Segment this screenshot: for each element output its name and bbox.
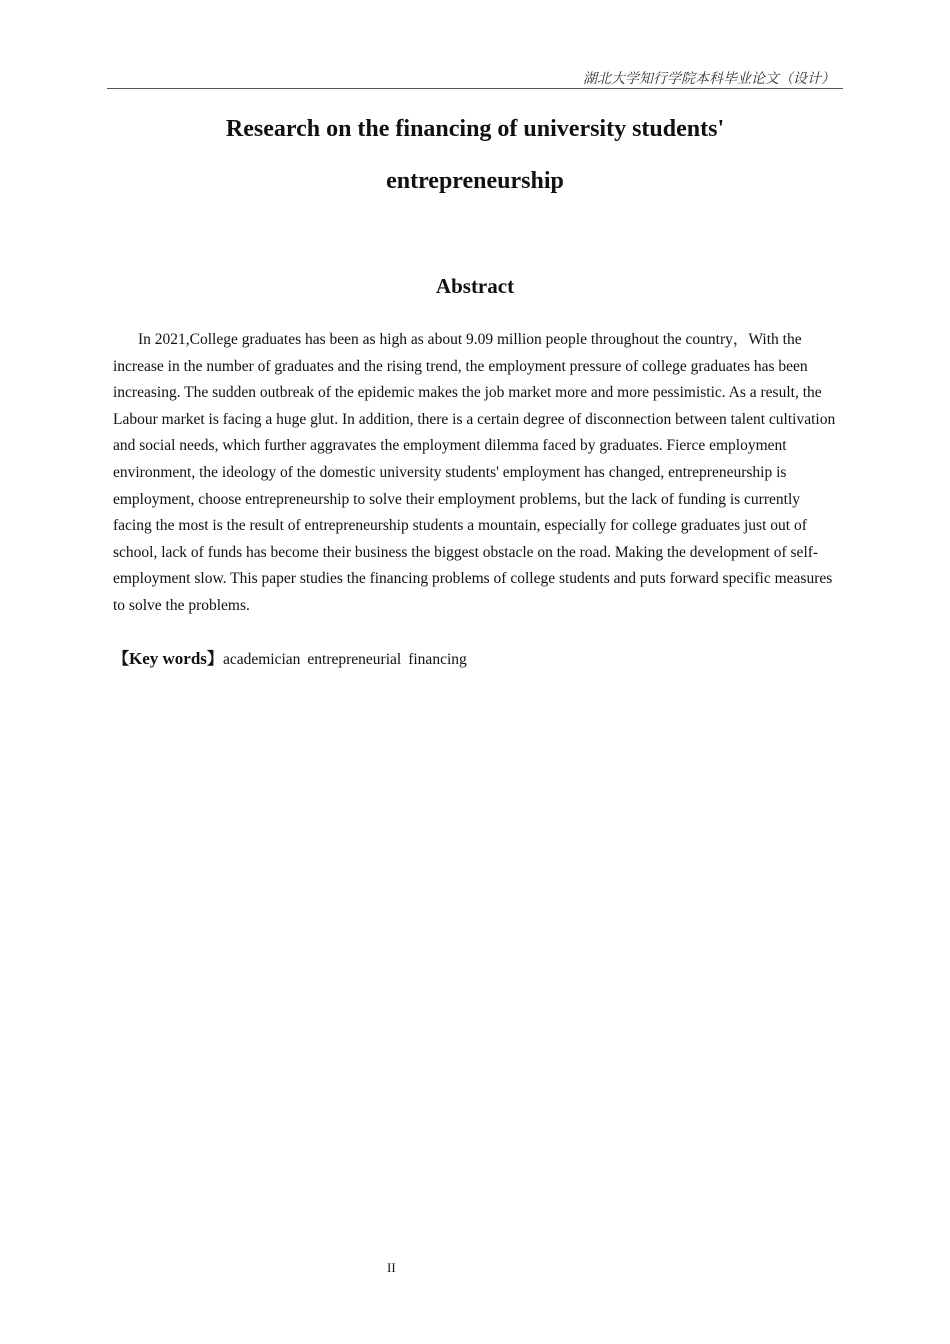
- page-number: II: [387, 1260, 396, 1275]
- keyword-item: financing: [408, 651, 467, 668]
- keyword-item: entrepreneurial: [307, 651, 402, 668]
- keywords-line: [113, 646, 839, 673]
- paper-title-line-2: entrepreneurship: [386, 168, 564, 194]
- keyword-item: academician: [222, 651, 301, 668]
- page-header: [107, 68, 843, 89]
- keywords-close-bracket: 】: [206, 649, 223, 668]
- keywords-open-bracket: 【: [113, 649, 130, 668]
- abstract-body: In 2021,College graduates has been as high as about 9.09 million people throughout the country，With the increase in the number of graduates and the rising trend, the employment pressure of college graduates has been increasing. The sudden outbreak of the epidemic makes the job market more and more pessimistic. As a result, the Labour market is facing a huge glut. In addition, there is a certain degree of disconnection between talent cultivation and social needs, which further aggravates the employment dilemma faced by graduates. Fierce employment environment, the ideology of the domestic university students' employment has changed, entrepreneurship is employment, choose entrepreneurship to solve their employment problems, but the lack of funding is currently facing the most is the result of entrepreneurship students a mountain, especially for college graduates just out of school, lack of funds has become their business the biggest obstacle on the road. Making the development of self-employment slow. This paper studies the financing problems of college students and puts forward specific measures to solve the problems.: [113, 331, 836, 614]
- abstract-heading: Abstract: [435, 274, 515, 298]
- keywords-label: Key words: [129, 649, 207, 668]
- paper-title-line-1: Research on the financing of university students': [225, 116, 725, 142]
- header-text: 湖北大学知行学院本科毕业论文（设计）: [583, 71, 835, 87]
